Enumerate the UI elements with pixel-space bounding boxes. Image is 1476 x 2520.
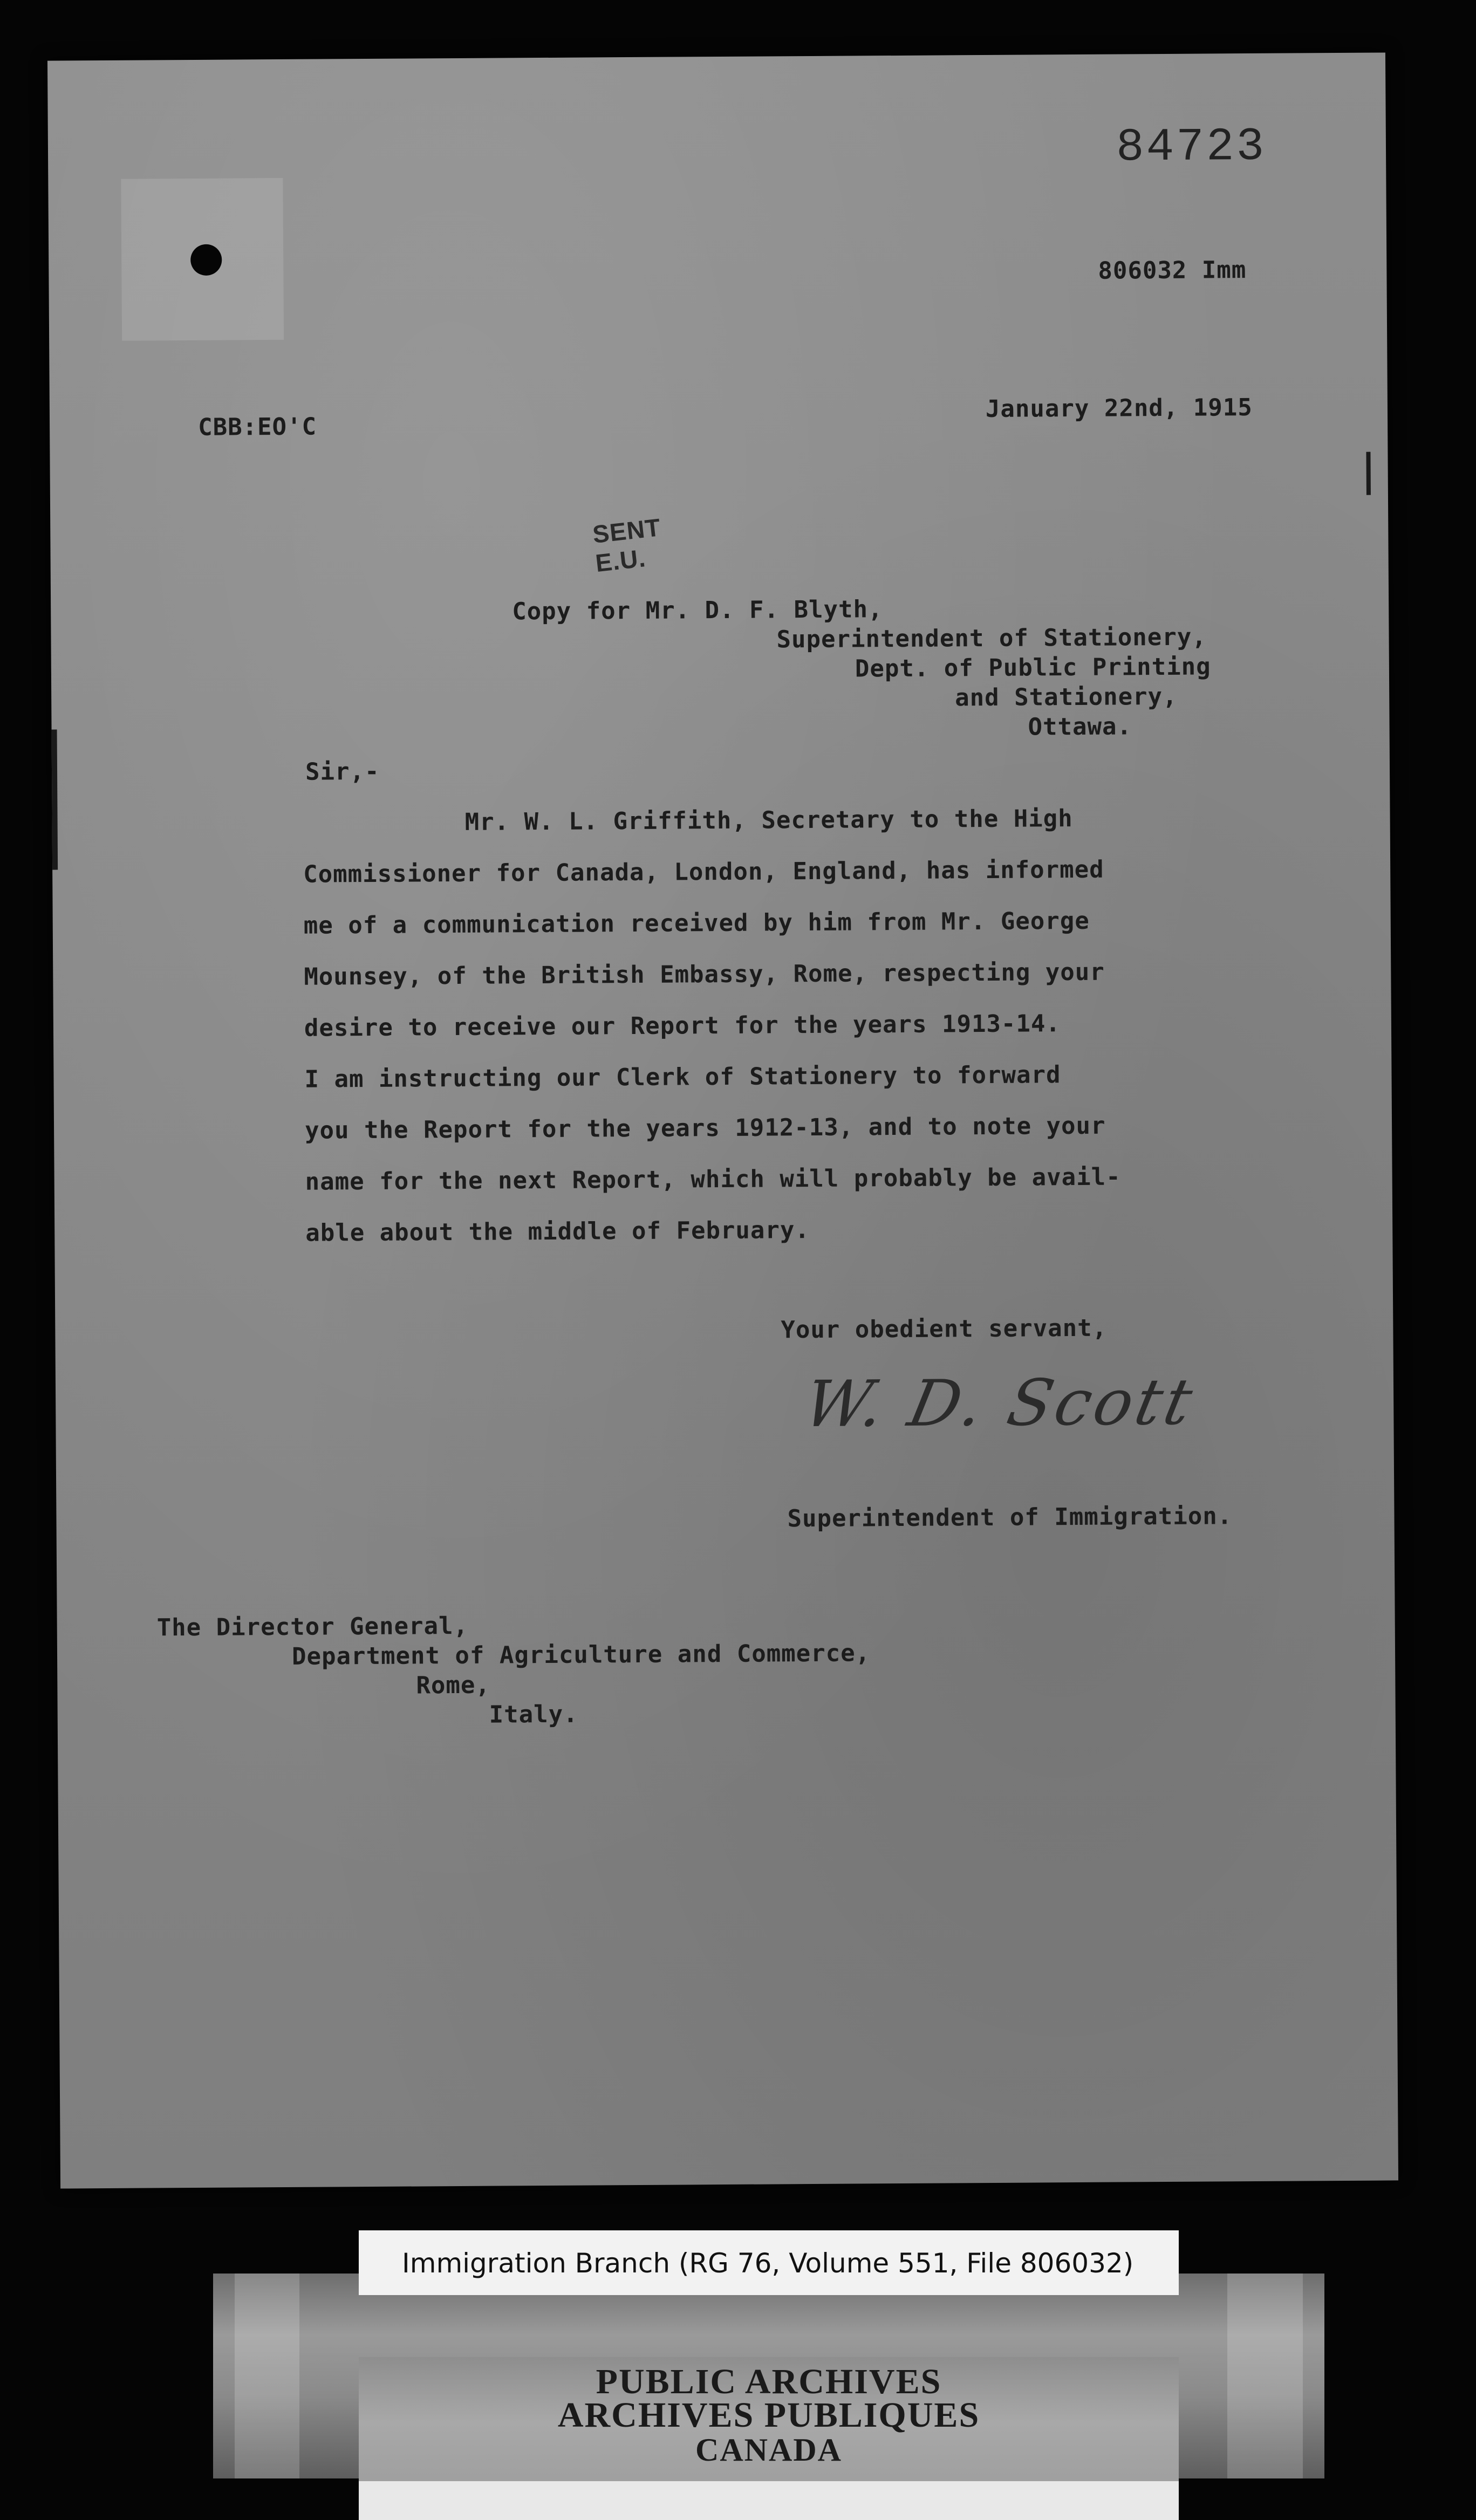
body-line: Mounsey, of the British Embassy, Rome, respecting your — [304, 958, 1105, 991]
copy-to-line: Copy for Mr. D. F. Blyth, — [512, 595, 883, 626]
archive-label-text: Immigration Branch (RG 76, Volume 551, File 806032) — [402, 2248, 1134, 2279]
typist-initials: CBB:EO'C — [197, 413, 317, 441]
sent-stamp-line1: SENT — [591, 513, 662, 549]
body-line: I am instructing our Clerk of Stationery to forward — [304, 1061, 1061, 1093]
letter-page — [47, 52, 1398, 2188]
page-edge-mark — [52, 730, 58, 870]
addressee-line: Italy. — [489, 1700, 578, 1729]
body-line: me of a communication received by him from Mr. George — [303, 907, 1090, 940]
archive-stamp-line1: PUBLIC ARCHIVES — [596, 2362, 942, 2401]
punch-hole — [190, 244, 222, 276]
salutation: Sir,- — [305, 757, 380, 786]
page-edge-mark — [1366, 452, 1370, 495]
bottom-strip — [359, 2481, 1179, 2520]
body-line: you the Report for the years 1912-13, and to note your — [304, 1112, 1106, 1145]
file-number-stamp: 84723 — [1116, 120, 1267, 174]
body-line: name for the next Report, which will probably be avail- — [305, 1163, 1121, 1196]
body-line: able about the middle of February. — [305, 1216, 810, 1247]
body-line: Mr. W. L. Griffith, Secretary to the High — [464, 805, 1073, 836]
sent-stamp-line2: E.U. — [594, 544, 647, 578]
body-line: Commissioner for Canada, London, England, has informed — [303, 855, 1104, 888]
reference-number: 806032 Imm — [1098, 256, 1247, 285]
body-line: desire to receive our Report for the years 1913-14. — [304, 1010, 1061, 1042]
copy-to-line: and Stationery, — [955, 682, 1178, 712]
archive-stamp-line2: ARCHIVES PUBLIQUES — [557, 2395, 980, 2435]
ribbon-fold — [235, 2274, 299, 2478]
copy-to-line: Superintendent of Stationery, — [776, 623, 1207, 654]
addressee-line: Department of Agriculture and Commerce, — [291, 1639, 871, 1670]
copy-to-line: Ottawa. — [1028, 713, 1132, 741]
addressee-line: Rome, — [416, 1671, 490, 1700]
archive-label — [359, 2230, 1179, 2295]
signatory-title: Superintendent of Immigration. — [787, 1502, 1233, 1533]
closing: Your obedient servant, — [781, 1314, 1108, 1344]
handwritten-signature: W. D. Scott — [797, 1364, 1202, 1442]
addressee-line: The Director General, — [156, 1612, 469, 1642]
copy-to-line: Dept. of Public Printing — [855, 653, 1211, 683]
ribbon-fold — [1227, 2274, 1303, 2478]
letter-date: January 22nd, 1915 — [985, 393, 1253, 423]
archive-stamp-line3: CANADA — [695, 2432, 842, 2468]
